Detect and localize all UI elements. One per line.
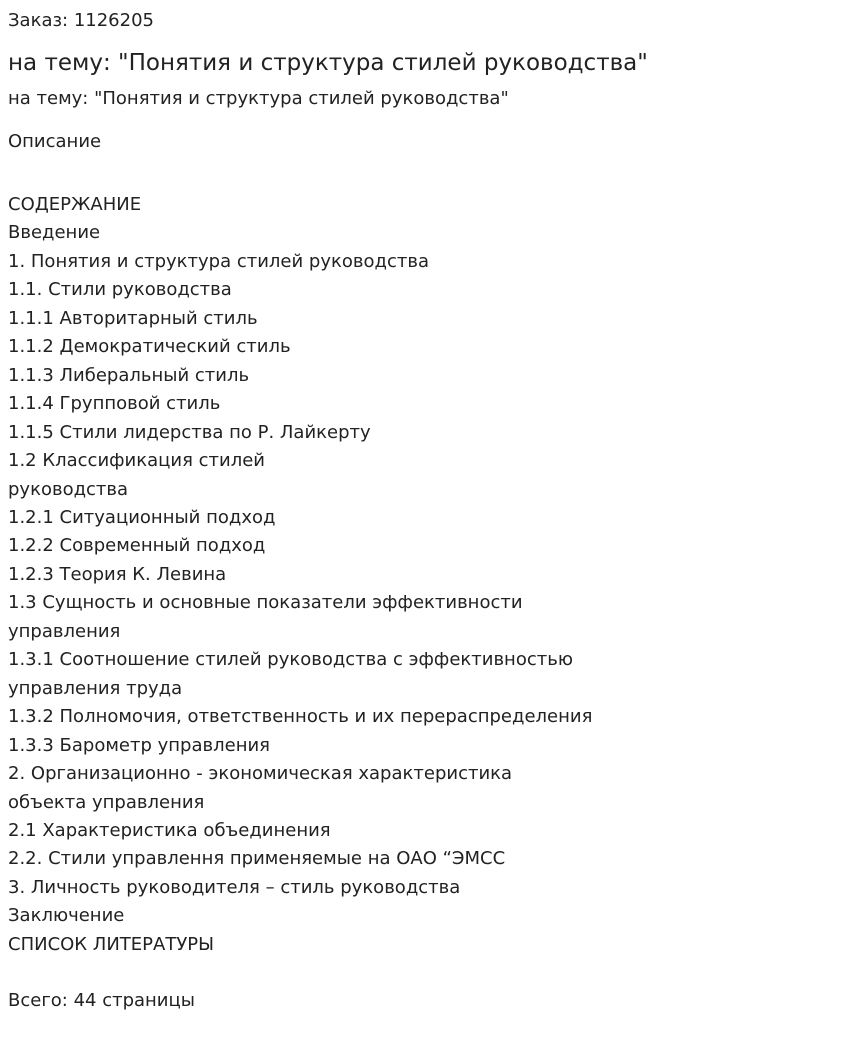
toc-line: 1.2.3 Теория К. Левина — [8, 563, 227, 585]
total-pages: Всего: 44 страницы — [8, 990, 195, 1011]
toc-line: 1.1.1 Авторитарный стиль — [8, 307, 258, 329]
toc-line: 1.3.3 Барометр управления — [8, 734, 270, 756]
toc-line: 1.1.2 Демократический стиль — [8, 336, 291, 358]
toc-line: 3. Личность руководителя – стиль руководства — [8, 876, 461, 898]
toc-line: 1.1.3 Либеральный стиль — [8, 364, 250, 386]
toc-line: 1.2 Классификация стилей — [8, 450, 266, 472]
toc-line: 1.1.4 Групповой стиль — [8, 393, 221, 415]
toc-line: 1.3.2 Полномочия, ответственность и их перераспределения — [8, 706, 593, 728]
toc-line: Введение — [8, 222, 101, 244]
toc-line: 1.2.2 Современный подход — [8, 535, 266, 557]
toc-line: 1. Понятия и структура стилей руководства — [8, 250, 429, 272]
page-title: на тему: "Понятия и структура стилей руководства" — [8, 50, 648, 76]
toc-line: управления труда — [8, 677, 183, 699]
page-subtitle: на тему: "Понятия и структура стилей руководства" — [8, 88, 509, 109]
order-number: Заказ: 1126205 — [8, 10, 154, 31]
toc-line: 2.1 Характеристика объединения — [8, 819, 331, 841]
toc-line: 1.3.1 Соотношение стилей руководства с эффективностью — [8, 649, 573, 671]
toc-line: 1.1. Стили руководства — [8, 279, 232, 301]
toc-line: 1.1.5 Стили лидерства по Р. Лайкерту — [8, 421, 371, 443]
toc-line: СОДЕРЖАНИЕ — [8, 194, 142, 215]
toc-line: Заключение — [8, 905, 125, 927]
toc-line: СПИСОК ЛИТЕРАТУРЫ — [8, 933, 215, 955]
toc-line: руководства — [8, 478, 129, 500]
toc-line: управления — [8, 620, 121, 642]
toc-line: 2.2. Стили управлення применяемые на ОАО “ЭМСС — [8, 848, 506, 870]
description-label: Описание — [8, 131, 102, 152]
toc-line: 1.2.1 Ситуационный подход — [8, 506, 276, 528]
toc-line: 1.3 Сущность и основные показатели эффективности — [8, 592, 523, 614]
toc-line: объекта управления — [8, 791, 205, 813]
toc-line: 2. Организационно - экономическая характеристика — [8, 763, 513, 785]
table-of-contents — [8, 191, 592, 959]
